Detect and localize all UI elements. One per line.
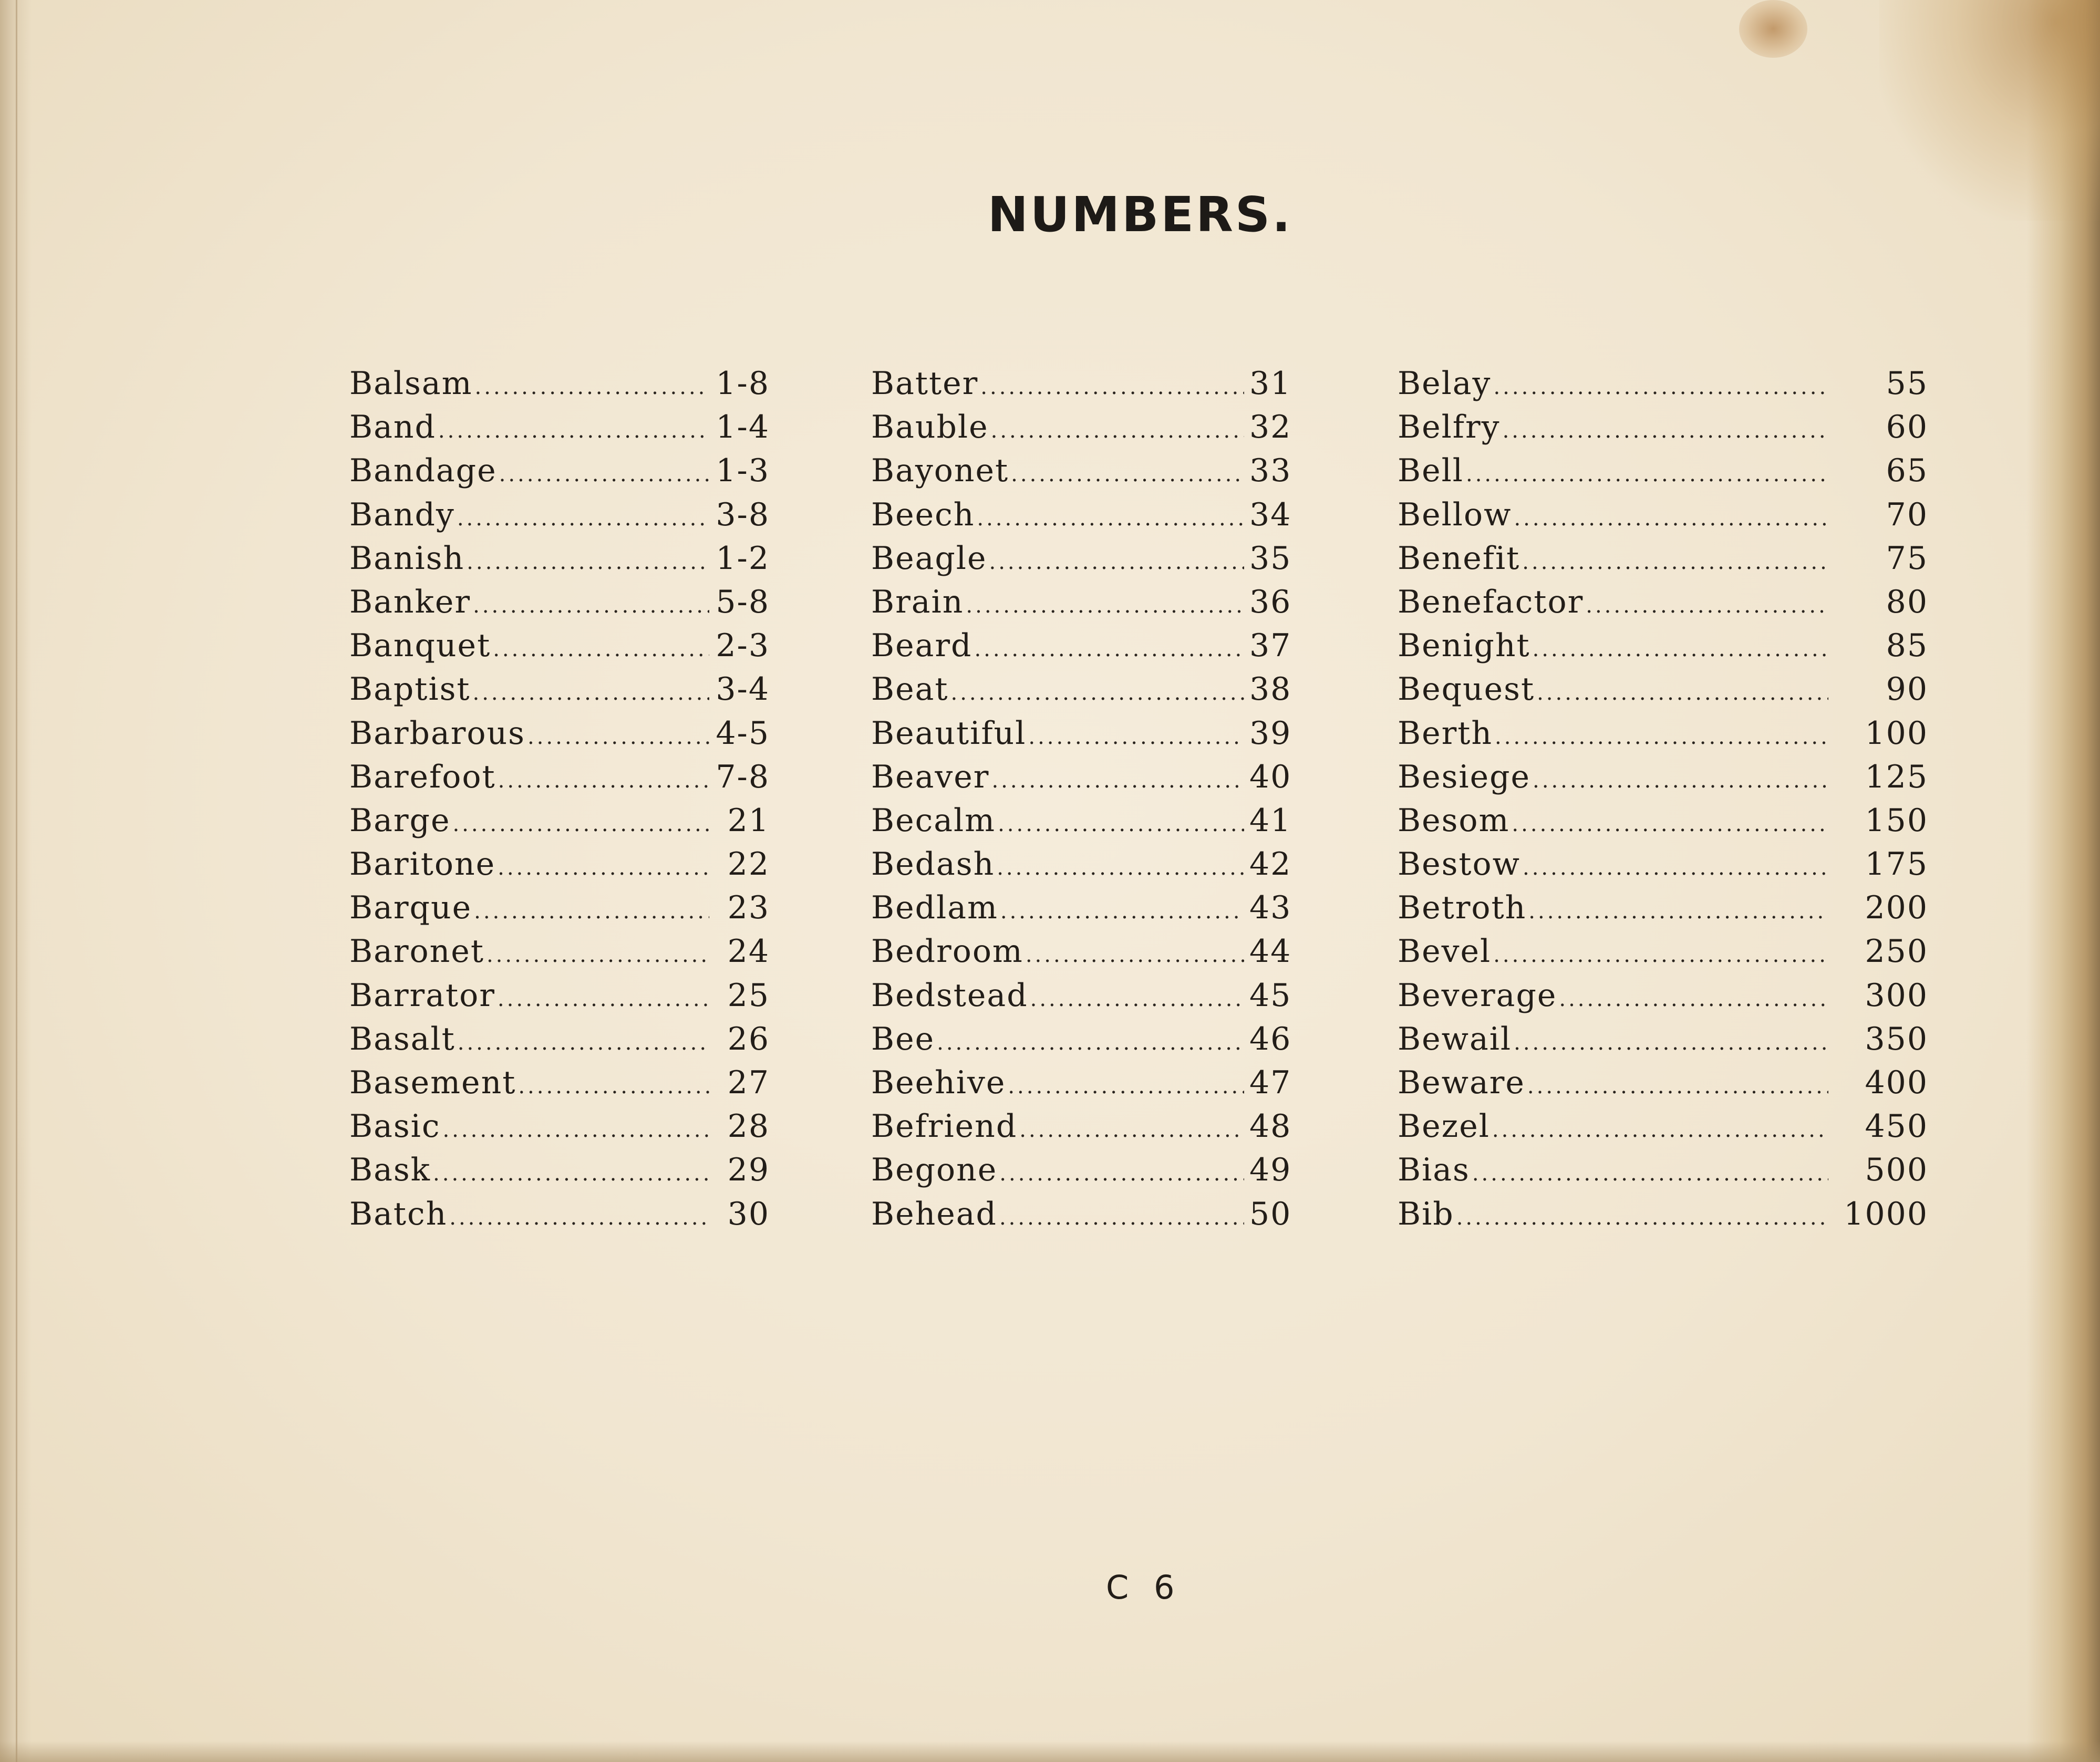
entry-number: 80: [1886, 583, 1928, 620]
index-entry: [1398, 1108, 1928, 1152]
index-entry: [871, 1021, 1291, 1064]
index-entry: [1398, 977, 1928, 1021]
page-signature: C 6: [1106, 1568, 1182, 1606]
dot-leader: [499, 452, 709, 489]
dot-leader: [999, 1152, 1244, 1188]
entry-number: 24: [727, 933, 770, 970]
dot-leader: [474, 889, 709, 926]
dot-leader: [449, 1196, 709, 1232]
entry-number: 29: [727, 1152, 770, 1189]
entry-word: Beaver: [871, 758, 990, 795]
page-right-edge: [2026, 0, 2100, 1762]
entry-word: Baptist: [349, 671, 471, 708]
index-entry: [1398, 889, 1928, 933]
entry-word: Beat: [871, 671, 949, 708]
entry-word: Bellow: [1398, 496, 1512, 533]
index-entry: [1398, 409, 1928, 452]
entry-word: Basic: [349, 1108, 441, 1145]
dot-leader: [966, 584, 1244, 620]
index-entry: [349, 933, 770, 977]
entry-number: 60: [1886, 409, 1928, 446]
entry-number: 43: [1249, 889, 1292, 927]
dot-leader: [475, 365, 709, 402]
entry-word: Bevel: [1398, 933, 1492, 970]
dot-leader: [1008, 1064, 1244, 1101]
entry-number: 1-8: [716, 365, 770, 402]
page-title: NUMBERS.: [987, 186, 1293, 243]
entry-number: 70: [1886, 496, 1928, 533]
entry-number: 27: [727, 1064, 770, 1101]
entry-number: 1-2: [716, 540, 770, 577]
entry-word: Bee: [871, 1020, 935, 1058]
entry-number: 44: [1249, 933, 1292, 970]
entry-word: Baritone: [349, 846, 496, 883]
index-entry: [1398, 802, 1928, 846]
dot-leader: [937, 1021, 1244, 1058]
index-entry: [871, 496, 1291, 540]
dot-leader: [991, 759, 1244, 795]
dot-leader: [1466, 452, 1828, 489]
entry-number: 25: [727, 977, 770, 1014]
entry-word: Bandy: [349, 496, 455, 533]
dot-leader: [1533, 627, 1828, 664]
dot-leader: [998, 802, 1244, 839]
dot-leader: [518, 1064, 709, 1101]
entry-word: Bayonet: [871, 452, 1009, 490]
entry-word: Benight: [1398, 627, 1530, 665]
entry-number: 55: [1886, 365, 1928, 402]
entry-word: Bequest: [1398, 671, 1535, 708]
entry-number: 21: [727, 802, 770, 839]
entry-word: Banker: [349, 583, 471, 620]
dot-leader: [1559, 977, 1828, 1014]
index-entry: [349, 759, 770, 802]
entry-word: Benefactor: [1398, 583, 1584, 620]
entry-word: Belfry: [1398, 409, 1501, 446]
index-entry: [349, 977, 770, 1021]
dot-leader: [980, 365, 1244, 402]
entry-word: Beware: [1398, 1064, 1525, 1101]
index-entry: [1398, 452, 1928, 496]
entry-word: Baronet: [349, 933, 484, 970]
dot-leader: [1512, 802, 1828, 839]
dot-leader: [1456, 1196, 1828, 1232]
dot-leader: [997, 846, 1244, 883]
index-entry: [1398, 1196, 1928, 1239]
entry-number: 350: [1865, 1020, 1928, 1058]
dot-leader: [467, 540, 709, 577]
entry-word: Besom: [1398, 802, 1510, 839]
entry-number: 65: [1886, 452, 1928, 490]
entry-word: Balsam: [349, 365, 473, 402]
binding-crease: [16, 0, 17, 1762]
entry-word: Bauble: [871, 409, 989, 446]
dot-leader: [433, 1152, 709, 1188]
index-entry: [871, 671, 1291, 714]
index-entry: [349, 1108, 770, 1152]
dot-leader: [442, 1108, 709, 1145]
index-entry: [349, 540, 770, 584]
dot-leader: [974, 627, 1244, 664]
dot-leader: [457, 496, 709, 533]
entry-number: 32: [1249, 409, 1292, 446]
entry-number: 175: [1865, 846, 1928, 883]
entry-word: Behead: [871, 1195, 997, 1232]
dot-leader: [1514, 1021, 1828, 1058]
entry-word: Beagle: [871, 540, 987, 577]
dot-leader: [1586, 584, 1828, 620]
index-entry: [871, 715, 1291, 759]
index-entry: [349, 802, 770, 846]
dot-leader: [1026, 933, 1244, 970]
entry-number: 75: [1886, 540, 1928, 577]
index-entry: [1398, 759, 1928, 802]
entry-number: 22: [727, 846, 770, 883]
entry-number: 300: [1865, 977, 1928, 1014]
dot-leader: [1019, 1108, 1244, 1145]
dot-leader: [1495, 715, 1828, 752]
dot-leader: [1503, 409, 1828, 445]
entry-number: 31: [1249, 365, 1292, 402]
dot-leader: [1514, 496, 1828, 533]
index-entry: [871, 452, 1291, 496]
dot-leader: [1011, 452, 1244, 489]
index-entry: [1398, 1152, 1928, 1195]
entry-number: 36: [1249, 583, 1292, 620]
entry-number: 28: [727, 1108, 770, 1145]
entry-number: 450: [1865, 1108, 1928, 1145]
dot-leader: [1493, 365, 1828, 402]
entry-word: Barrator: [349, 977, 495, 1014]
entry-number: 250: [1865, 933, 1928, 970]
index-entry: [349, 715, 770, 759]
entry-number: 85: [1886, 627, 1928, 665]
entry-word: Bell: [1398, 452, 1464, 490]
index-entry: [349, 627, 770, 671]
entry-number: 45: [1249, 977, 1292, 1014]
entry-word: Belay: [1398, 365, 1492, 402]
index-entry: [1398, 540, 1928, 584]
dot-leader: [452, 802, 709, 839]
entry-word: Banquet: [349, 627, 491, 665]
column-2: [871, 365, 1291, 1239]
dot-leader: [1528, 889, 1828, 926]
index-entry: [1398, 671, 1928, 714]
entry-number: 42: [1249, 846, 1292, 883]
dot-leader: [1492, 1108, 1828, 1145]
entry-number: 4-5: [716, 714, 770, 752]
entry-word: Bedroom: [871, 933, 1023, 970]
dot-leader: [1523, 846, 1828, 883]
entry-number: 39: [1249, 714, 1292, 752]
dot-leader: [1537, 671, 1828, 708]
index-entry: [871, 409, 1291, 452]
dot-leader: [989, 540, 1244, 577]
dot-leader: [438, 409, 709, 445]
entry-word: Banish: [349, 540, 465, 577]
index-entry: [349, 584, 770, 627]
entry-word: Befriend: [871, 1108, 1018, 1145]
index-entry: [871, 1064, 1291, 1108]
dot-leader: [493, 627, 709, 664]
entry-number: 7-8: [716, 758, 770, 795]
dot-leader: [1493, 933, 1828, 970]
entry-word: Besiege: [1398, 758, 1531, 795]
index-entry: [871, 977, 1291, 1021]
entry-number: 1-3: [716, 452, 770, 490]
dot-leader: [1522, 540, 1828, 577]
entry-number: 150: [1865, 802, 1928, 839]
entry-number: 30: [727, 1195, 770, 1232]
entry-word: Beard: [871, 627, 973, 665]
dot-leader: [527, 715, 709, 752]
entry-number: 50: [1249, 1195, 1292, 1232]
index-entry: [349, 496, 770, 540]
dot-leader: [1000, 889, 1244, 926]
entry-number: 34: [1249, 496, 1292, 533]
dot-leader: [458, 1021, 709, 1058]
dot-leader: [991, 409, 1244, 445]
entry-word: Benefit: [1398, 540, 1520, 577]
entry-number: 5-8: [716, 583, 770, 620]
entry-word: Batch: [349, 1195, 448, 1232]
entry-number: 200: [1865, 889, 1928, 927]
entry-number: 125: [1865, 758, 1928, 795]
dot-leader: [1028, 715, 1244, 752]
entry-word: Batter: [871, 365, 979, 402]
index-entry: [349, 409, 770, 452]
index-entry: [871, 540, 1291, 584]
stain-spot: [1739, 0, 1807, 58]
entry-number: 1-4: [716, 409, 770, 446]
index-entry: [349, 1196, 770, 1239]
index-entry: [871, 365, 1291, 409]
entry-word: Begone: [871, 1152, 998, 1189]
entry-word: Basement: [349, 1064, 516, 1101]
entry-word: Berth: [1398, 714, 1493, 752]
entry-word: Becalm: [871, 802, 996, 839]
entry-word: Bias: [1398, 1152, 1470, 1189]
index-entry: [1398, 496, 1928, 540]
entry-number: 33: [1249, 452, 1292, 490]
entry-number: 23: [727, 889, 770, 927]
entry-word: Bedash: [871, 846, 995, 883]
dot-leader: [950, 671, 1244, 708]
dot-leader: [472, 671, 709, 708]
entry-number: 26: [727, 1020, 770, 1058]
dot-leader: [473, 584, 709, 620]
entry-word: Bedlam: [871, 889, 998, 927]
entry-number: 400: [1865, 1064, 1928, 1101]
index-entry: [349, 452, 770, 496]
entry-word: Barque: [349, 889, 472, 927]
entry-word: Bedstead: [871, 977, 1028, 1014]
entry-word: Barefoot: [349, 758, 496, 795]
entry-number: 47: [1249, 1064, 1292, 1101]
entry-number: 100: [1865, 714, 1928, 752]
entry-word: Bestow: [1398, 846, 1520, 883]
dot-leader: [977, 496, 1244, 533]
entry-word: Bib: [1398, 1195, 1454, 1232]
index-entry: [349, 1021, 770, 1064]
entry-number: 38: [1249, 671, 1292, 708]
index-entry: [1398, 627, 1928, 671]
dot-leader: [498, 977, 709, 1014]
index-entry: [871, 846, 1291, 889]
entry-number: 1000: [1844, 1195, 1928, 1232]
index-entry: [1398, 846, 1928, 889]
index-entry: [1398, 584, 1928, 627]
index-entry: [871, 933, 1291, 977]
index-entry: [871, 1196, 1291, 1239]
dot-leader: [1030, 977, 1244, 1014]
entry-number: 3-8: [716, 496, 770, 533]
index-entry: [349, 365, 770, 409]
entry-number: 46: [1249, 1020, 1292, 1058]
entry-word: Betroth: [1398, 889, 1527, 927]
entry-number: 48: [1249, 1108, 1292, 1145]
index-entry: [1398, 1021, 1928, 1064]
entry-number: 35: [1249, 540, 1292, 577]
dot-leader: [498, 759, 709, 795]
entry-word: Band: [349, 409, 436, 446]
index-entry: [871, 627, 1291, 671]
page-bottom-edge: [0, 1741, 2100, 1762]
entry-word: Bandage: [349, 452, 497, 490]
index-entry: [1398, 1064, 1928, 1108]
column-1: [349, 365, 770, 1239]
entry-word: Bask: [349, 1152, 431, 1189]
dot-leader: [1527, 1064, 1828, 1101]
index-entry: [871, 759, 1291, 802]
entry-number: 2-3: [716, 627, 770, 665]
entry-number: 41: [1249, 802, 1292, 839]
index-entry: [349, 889, 770, 933]
dot-leader: [999, 1196, 1244, 1232]
entry-word: Brain: [871, 583, 964, 620]
index-entry: [349, 846, 770, 889]
entry-word: Bewail: [1398, 1020, 1512, 1058]
index-entry: [1398, 933, 1928, 977]
index-entry: [349, 1152, 770, 1195]
index-entry: [871, 889, 1291, 933]
dot-leader: [1533, 759, 1828, 795]
index-entry: [1398, 715, 1928, 759]
index-entry: [349, 1064, 770, 1108]
index-entry: [871, 1152, 1291, 1195]
entry-number: 37: [1249, 627, 1292, 665]
entry-word: Beautiful: [871, 714, 1027, 752]
index-entry: [871, 802, 1291, 846]
dot-leader: [498, 846, 709, 883]
entry-word: Bezel: [1398, 1108, 1490, 1145]
dot-leader: [487, 933, 709, 970]
entry-word: Beverage: [1398, 977, 1557, 1014]
index-entry: [349, 671, 770, 714]
index-entry: [871, 584, 1291, 627]
entry-number: 500: [1865, 1152, 1928, 1189]
dot-leader: [1472, 1152, 1828, 1188]
entry-number: 90: [1886, 671, 1928, 708]
column-3: [1398, 365, 1928, 1239]
entry-word: Beech: [871, 496, 975, 533]
entry-number: 49: [1249, 1152, 1292, 1189]
entry-word: Barbarous: [349, 714, 525, 752]
index-entry: [1398, 365, 1928, 409]
entry-word: Basalt: [349, 1020, 456, 1058]
index-entry: [871, 1108, 1291, 1152]
entry-word: Beehive: [871, 1064, 1006, 1101]
entry-number: 3-4: [716, 671, 770, 708]
entry-number: 40: [1249, 758, 1292, 795]
entry-word: Barge: [349, 802, 451, 839]
